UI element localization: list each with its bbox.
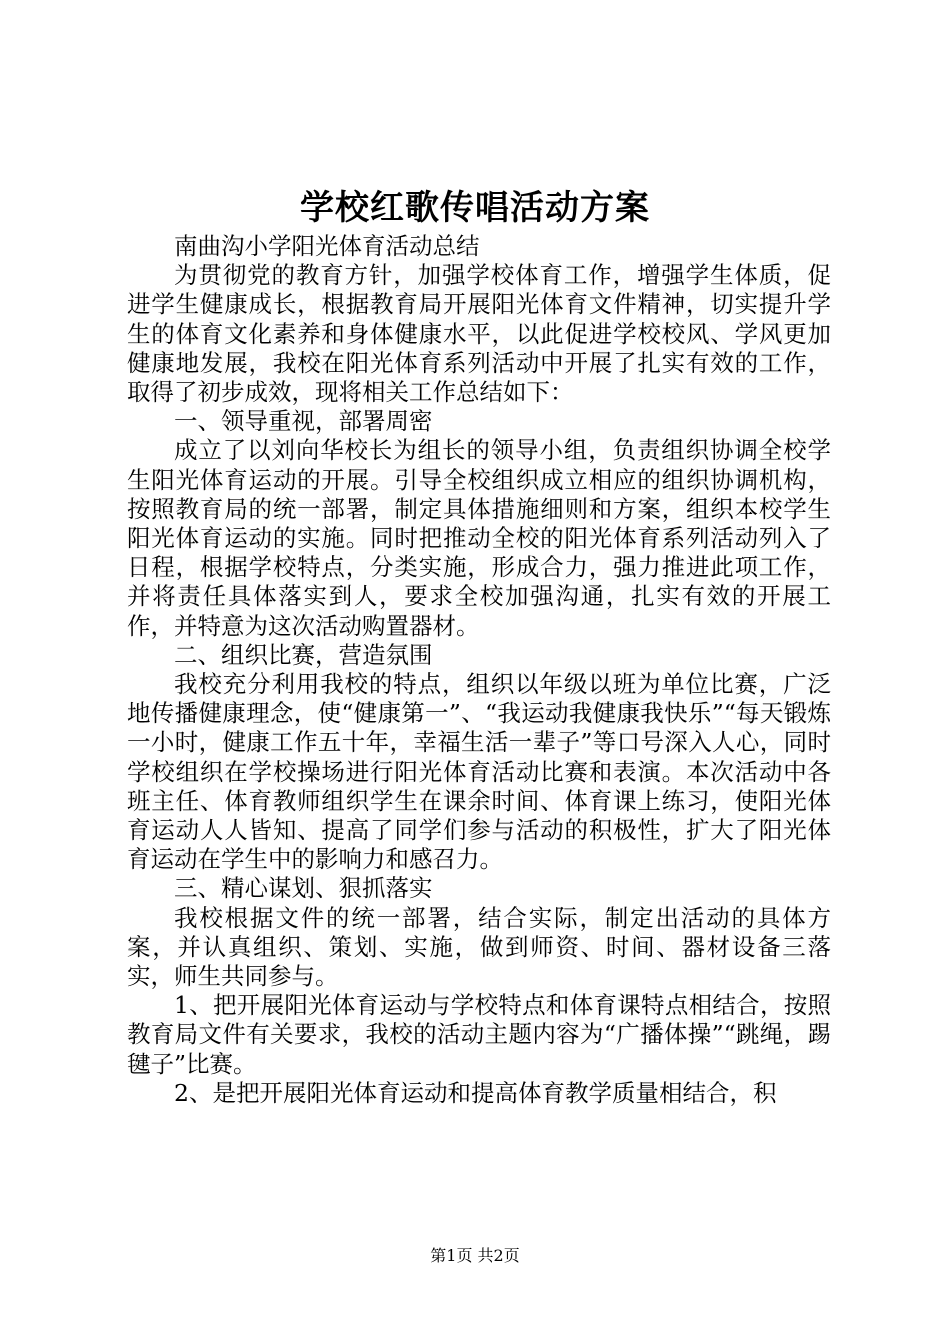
section-heading-1: 一、领导重视，部署周密 [174, 407, 433, 436]
paragraph-section-3: 我校根据文件的统一部署，结合实际，制定出活动的具体方案，并认真组织、策划、实施，做到师资、时间、器材设备三落实，师生共同参与。 [127, 903, 831, 991]
paragraph-intro: 为贯彻党的教育方针，加强学校体育工作，增强学生体质，促进学生健康成长，根据教育局开展阳光体育文件精神，切实提升学生的体育文化素养和身体健康水平，以此促进学校校风、学风更加健康地发展，我校在阳光体育系列活动中开展了扎实有效的工作，取得了初步成效，现将相关工作总结如下： [127, 261, 831, 407]
paragraph-section-1: 成立了以刘向华校长为组长的领导小组，负责组织协调全校学生阳光体育运动的开展。引导全校组织成立相应的组织协调机构，按照教育局的统一部署，制定具体措施细则和方案，组织本校学生阳光体育运动的实施。同时把推动全校的阳光体育系列活动列入了日程，根据学校特点，分类实施，形成合力，强力推进此项工作，并将责任具体落实到人，要求全校加强沟通，扎实有效的开展工作，并特意为这次活动购置器材。 [127, 436, 831, 640]
list-item-2: 2、是把开展阳光体育运动和提高体育教学质量相结合，积 [174, 1078, 777, 1107]
section-heading-2: 二、组织比赛，营造氛围 [174, 640, 433, 669]
section-heading-3: 三、精心谋划、狠抓落实 [174, 874, 433, 903]
page-number-footer: 第1页 共2页 [430, 1246, 520, 1265]
paragraph-section-2: 我校充分利用我校的特点，组织以年级以班为单位比赛，广泛地传播健康理念，使“健康第一”、“我运动我健康我快乐”“每天锻炼一小时，健康工作五十年，幸福生活一辈子”等口号深入人心，同时学校组织在学校操场进行阳光体育活动比赛和表演。本次活动中各班主任、体育教师组织学生在课余时间、体育课上练习，使阳光体育运动人人皆知、提高了同学们参与活动的积极性，扩大了阳光体育运动在学生中的影响力和感召力。 [127, 670, 831, 874]
list-item-1: 1、把开展阳光体育运动与学校特点和体育课特点相结合，按照教育局文件有关要求，我校的活动主题内容为“广播体操”“跳绳，踢毽子”比赛。 [127, 991, 831, 1078]
document-title: 学校红歌传唱活动方案 [300, 188, 650, 228]
paragraph-subtitle: 南曲沟小学阳光体育活动总结 [174, 232, 480, 260]
document-body [127, 232, 831, 1108]
